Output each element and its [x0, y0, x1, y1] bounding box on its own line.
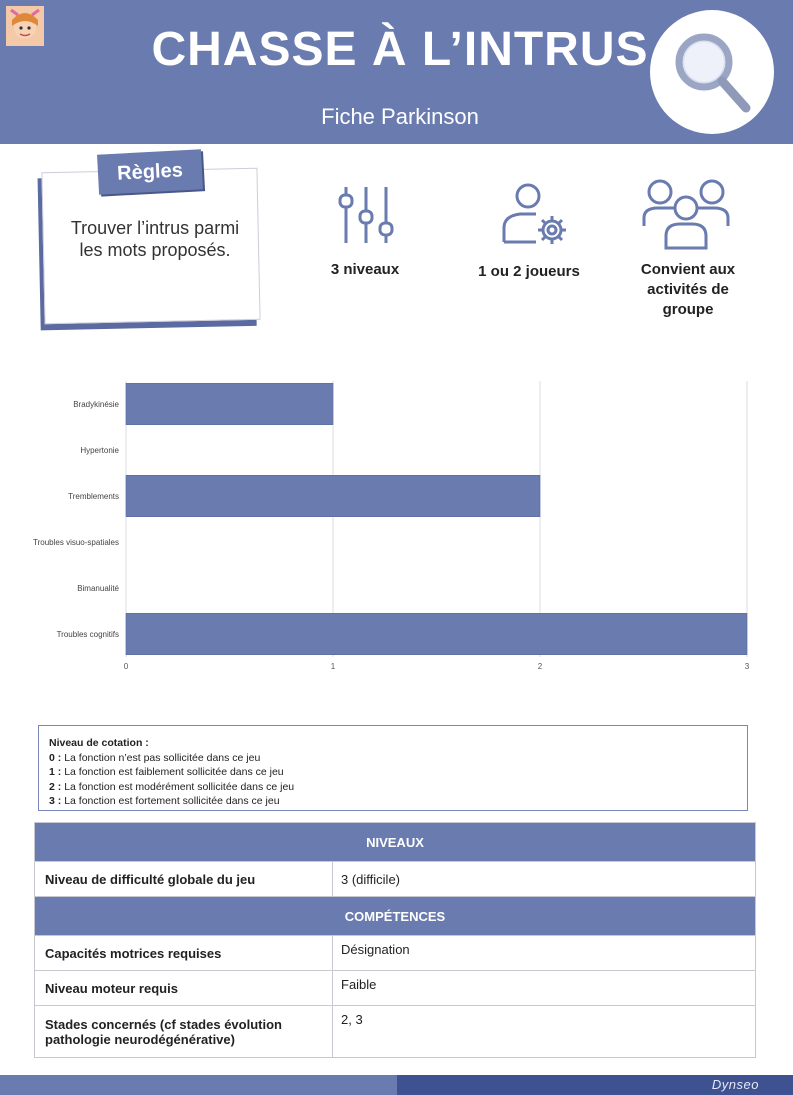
cotation-item: 0 : La fonction n’est pas sollicitée dans ce jeu — [49, 751, 261, 764]
row-label: Niveau moteur requis — [35, 971, 333, 1006]
bar — [126, 613, 747, 654]
header-banner — [0, 0, 793, 144]
category-label: Troubles visuo-spatiales — [33, 538, 119, 547]
feature-levels-label: 3 niveaux — [330, 261, 400, 278]
avatar-logo-icon — [6, 6, 44, 46]
difficulty-label: Niveau de difficulté globale du jeu — [35, 862, 333, 897]
category-label: Bimanualité — [77, 584, 119, 593]
magnifying-glass-icon — [650, 10, 774, 134]
x-tick-label: 0 — [123, 662, 129, 671]
row-label: Capacités motrices requises — [35, 936, 333, 971]
feature-players-label: 1 ou 2 joueurs — [478, 263, 580, 280]
x-tick-label: 2 — [537, 662, 543, 671]
cotation-item: 1 : La fonction est faiblement sollicitée dans ce jeu — [49, 766, 284, 778]
row-value: 2, 3 — [333, 1006, 756, 1058]
x-tick-label: 1 — [330, 662, 336, 671]
difficulty-value: 3 (difficile) — [333, 862, 756, 897]
competences-header: COMPÉTENCES — [35, 897, 756, 936]
niveaux-header: NIVEAUX — [35, 823, 756, 862]
cotation-heading: Niveau de cotation : — [49, 737, 149, 749]
cotation-item: 3 : La fonction est fortement sollicitée dans ce jeu — [49, 795, 280, 807]
competence-bar-chart — [0, 370, 793, 680]
cotation-item: 2 : La fonction est modérément sollicitée dans ce jeu — [49, 780, 295, 793]
x-tick-label: 3 — [744, 662, 750, 671]
table-row — [35, 1006, 756, 1058]
bar — [126, 475, 540, 516]
group-icon — [640, 178, 732, 252]
category-label: Tremblements — [68, 492, 119, 501]
page-subtitle: Fiche Parkinson — [321, 104, 479, 129]
category-label: Troubles cognitifs — [56, 630, 119, 639]
sliders-icon — [332, 183, 398, 247]
category-label: Bradykinésie — [73, 400, 119, 409]
rules-tag: Règles — [97, 149, 203, 194]
rules-text: Trouver l’intrus parmi les mots proposés. — [70, 218, 240, 260]
row-value: Faible — [333, 971, 756, 1006]
table-row — [35, 936, 756, 971]
row-value: Désignation — [333, 936, 756, 971]
table-row — [35, 971, 756, 1006]
brand-logo: Dynseo — [711, 1077, 759, 1092]
page-title: CHASSE À L’INTRUS — [151, 23, 649, 76]
user-gear-icon — [498, 180, 572, 250]
cotation-legend — [38, 725, 748, 811]
feature-group-label: Convient aux activités de groupe — [640, 261, 736, 318]
footer-bar-left — [0, 1075, 397, 1095]
bar — [126, 383, 333, 424]
category-label: Hypertonie — [80, 446, 119, 455]
magnifier-badge — [650, 10, 774, 134]
info-table — [34, 822, 756, 1058]
row-label: Stades concernés (cf stades évolution pathologie neurodégénérative) — [35, 1006, 333, 1058]
